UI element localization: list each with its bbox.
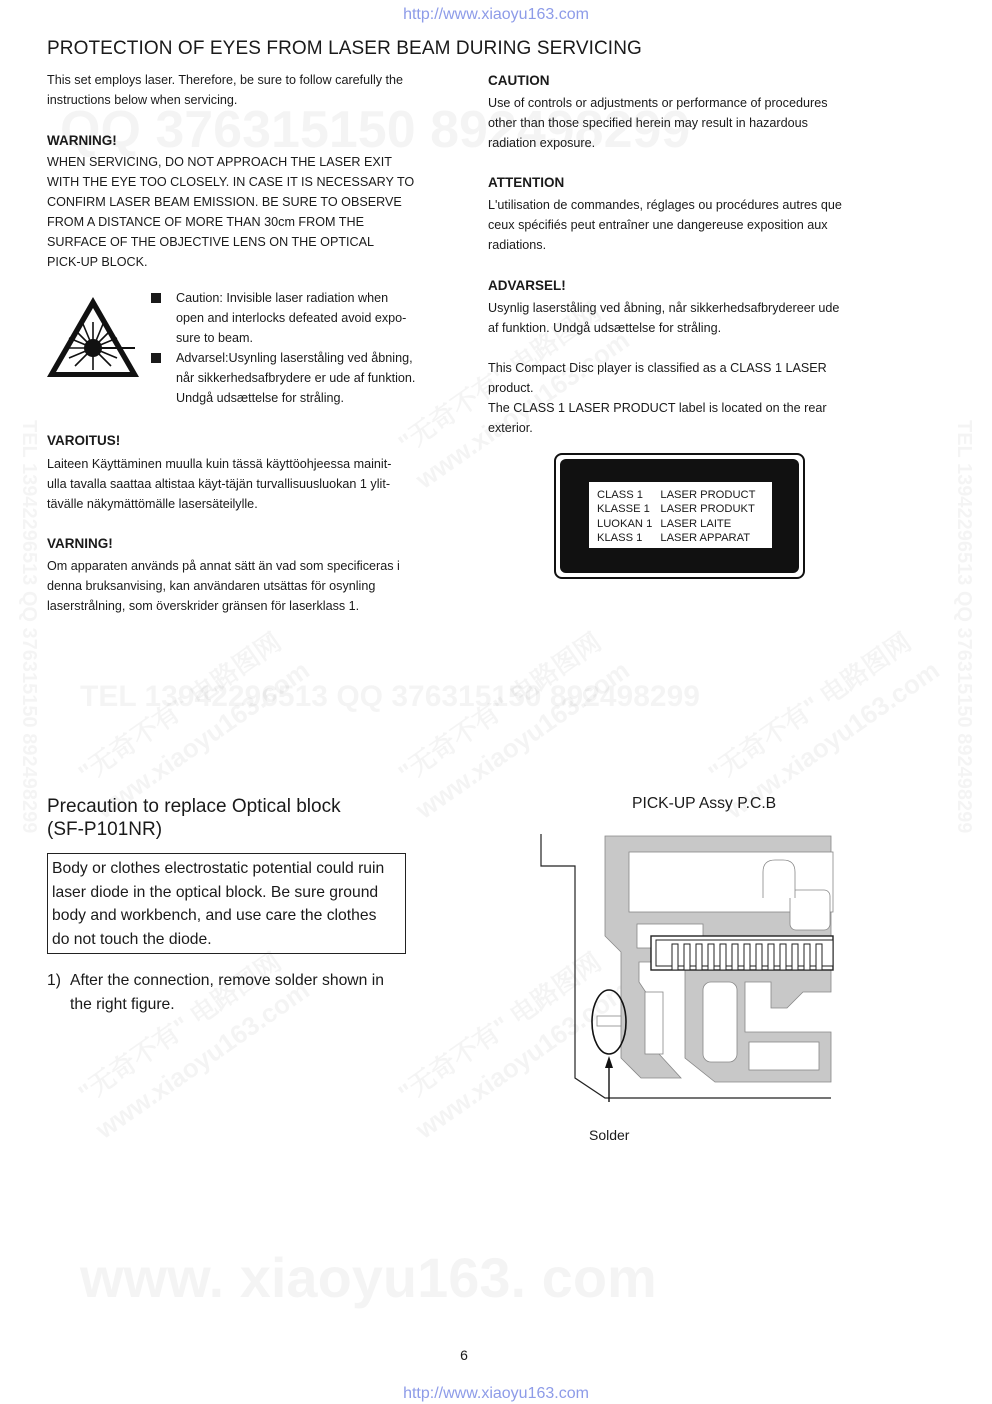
varning-text bbox=[47, 556, 467, 616]
watermark-diag-cn bbox=[700, 622, 918, 790]
bullet-advarsel bbox=[151, 348, 431, 408]
varning-line: Om apparaten används på annat sätt än vad som specificeras i bbox=[47, 559, 400, 573]
caution-line: Use of controls or adjustments or performance of procedures bbox=[488, 96, 828, 110]
label-class-cell: KLASS 1 bbox=[597, 532, 643, 545]
advarsel-heading: ADVARSEL! bbox=[488, 278, 566, 293]
laser-warning-triangle-icon bbox=[45, 294, 141, 380]
intro-paragraph bbox=[47, 70, 467, 110]
bullet-square-icon bbox=[151, 293, 161, 303]
caution-line: other than those specified herein may result in hazardous bbox=[488, 116, 808, 130]
caution-text bbox=[488, 93, 908, 153]
advarsel-line: af funktion. Undgå udsættelse for stråling. bbox=[488, 321, 722, 335]
bullet-line: Advarsel:Usynling laserståling ved åbning, bbox=[176, 351, 413, 365]
class-info-line: product. bbox=[488, 381, 534, 395]
label-row bbox=[589, 488, 755, 502]
bullet-square-icon bbox=[151, 353, 161, 363]
section2-title-line: (SF-P101NR) bbox=[47, 819, 163, 840]
class-info-text bbox=[488, 358, 908, 438]
warning-line: WHEN SERVICING, DO NOT APPROACH THE LASER EXIT bbox=[47, 155, 392, 169]
varoitus-text bbox=[47, 454, 467, 514]
solder-label: Solder bbox=[589, 1127, 630, 1143]
label-class-cell: LUOKAN 1 bbox=[597, 517, 653, 530]
esd-notice-box bbox=[47, 853, 406, 954]
watermark-vertical-right bbox=[952, 420, 975, 833]
watermark-tel bbox=[80, 680, 700, 714]
class1-label-table bbox=[589, 488, 755, 546]
varoitus-line: Laiteen Käyttäminen muulla kuin tässä käyttöohjeessa mainit- bbox=[47, 457, 392, 471]
warning-line: PICK-UP BLOCK. bbox=[47, 255, 148, 269]
bullet-line: når sikkerhedsafbrydere er ude af funktion. bbox=[176, 371, 416, 385]
watermark-diag-cn bbox=[70, 622, 288, 790]
varoitus-line: tävälle näkymättömälle lasersäteilylle. bbox=[47, 497, 258, 511]
label-row bbox=[589, 502, 755, 516]
esd-notice-line: Body or clothes electrostatic potential could ruin bbox=[52, 860, 385, 877]
varoitus-heading: VAROITUS! bbox=[47, 433, 121, 448]
esd-notice-line: laser diode in the optical block. Be sure ground bbox=[52, 883, 379, 901]
attention-line: radiations. bbox=[488, 238, 547, 252]
caution-line: radiation exposure. bbox=[488, 136, 596, 150]
intro-line: instructions below when servicing. bbox=[47, 93, 238, 107]
warning-heading: WARNING! bbox=[47, 133, 117, 148]
footer-url-link[interactable]: http://www.xiaoyu163.com bbox=[403, 1385, 589, 1402]
watermark-diag-url bbox=[410, 655, 635, 826]
class-info-line: exterior. bbox=[488, 421, 533, 435]
watermark-diag-cn bbox=[70, 942, 288, 1110]
step-number: 1) bbox=[47, 972, 61, 989]
bullet-caution bbox=[151, 288, 431, 348]
caution-heading: CAUTION bbox=[488, 73, 550, 88]
varning-line: laserstrålning, som överskrider gränsen för laserklass 1. bbox=[47, 599, 360, 613]
attention-line: L'utilisation de commandes, réglages ou procédures autres que bbox=[488, 198, 842, 212]
varning-heading: VARNING! bbox=[47, 536, 113, 551]
label-product-cell: LASER PRODUKT bbox=[660, 503, 755, 516]
label-class-cell: CLASS 1 bbox=[597, 489, 644, 501]
page-title: PROTECTION OF EYES FROM LASER BEAM DURING SERVICING bbox=[47, 38, 642, 59]
esd-notice-line: do not touch the diode. bbox=[52, 930, 212, 948]
step-line: After the connection, remove solder shown in bbox=[70, 972, 384, 989]
warning-line: FROM A DISTANCE OF MORE THAN 30cm FROM THE bbox=[47, 215, 364, 229]
varning-line: denna bruksanvising, kan användaren utsättas för osynling bbox=[47, 579, 376, 593]
bullet-line: Caution: Invisible laser radiation when bbox=[176, 291, 389, 305]
attention-line: ceux spécifiés peut entraîner une dangereuse exposition aux bbox=[488, 218, 828, 232]
caution-bullets bbox=[151, 288, 431, 408]
label-row bbox=[589, 517, 755, 531]
label-product-cell: LASER PRODUCT bbox=[660, 489, 756, 501]
section2-title-line: Precaution to replace Optical block bbox=[47, 796, 341, 817]
esd-notice-line: body and workbench, and use care the clothes bbox=[52, 907, 377, 924]
watermark-vertical-left bbox=[17, 420, 40, 833]
warning-text bbox=[47, 152, 467, 272]
class-info-line: This Compact Disc player is classified as a CLASS 1 LASER bbox=[488, 361, 827, 375]
page-number: 6 bbox=[460, 1347, 468, 1363]
attention-heading: ATTENTION bbox=[488, 175, 565, 190]
header-url-link[interactable]: http://www.xiaoyu163.com bbox=[403, 6, 589, 23]
step-1 bbox=[47, 969, 417, 1016]
section2-title bbox=[47, 795, 341, 841]
class1-label bbox=[589, 482, 772, 548]
bullet-line: open and interlocks defeated avoid expo- bbox=[176, 311, 407, 325]
varoitus-line: ulla tavalla saattaa altistaa käyt-täjän turvallisuusluokan 1 ylit- bbox=[47, 477, 391, 491]
class-info-line: The CLASS 1 LASER PRODUCT label is located on the rear bbox=[488, 401, 827, 415]
bullet-line: sure to beam. bbox=[176, 331, 254, 345]
step-line: the right figure. bbox=[70, 995, 175, 1013]
figure-title: PICK-UP Assy P.C.B bbox=[632, 795, 777, 812]
bullet-line: Undgå udsættelse for stråling. bbox=[176, 391, 345, 405]
label-product-cell: LASER LAITE bbox=[660, 517, 732, 530]
label-class-cell: KLASSE 1 bbox=[597, 503, 650, 516]
label-product-cell: LASER APPARAT bbox=[660, 532, 751, 545]
warning-line: SURFACE OF THE OBJECTIVE LENS ON THE OPTICAL bbox=[47, 235, 375, 249]
watermark-www bbox=[80, 1245, 657, 1310]
advarsel-text bbox=[488, 298, 908, 338]
intro-line: This set employs laser. Therefore, be sure to follow carefully the bbox=[47, 73, 404, 87]
advarsel-line: Usynlig laserståling ved åbning, når sikkerhedsafbrydereer ude bbox=[488, 301, 840, 315]
watermark-diag-cn bbox=[390, 622, 608, 790]
warning-line: WITH THE EYE TOO CLOSELY. IN CASE IT IS NECESSARY TO bbox=[47, 175, 415, 189]
attention-text bbox=[488, 195, 908, 255]
pickup-pcb-figure bbox=[535, 832, 835, 1102]
label-row bbox=[589, 531, 755, 545]
warning-line: CONFIRM LASER BEAM EMISSION. BE SURE TO OBSERVE bbox=[47, 195, 402, 209]
